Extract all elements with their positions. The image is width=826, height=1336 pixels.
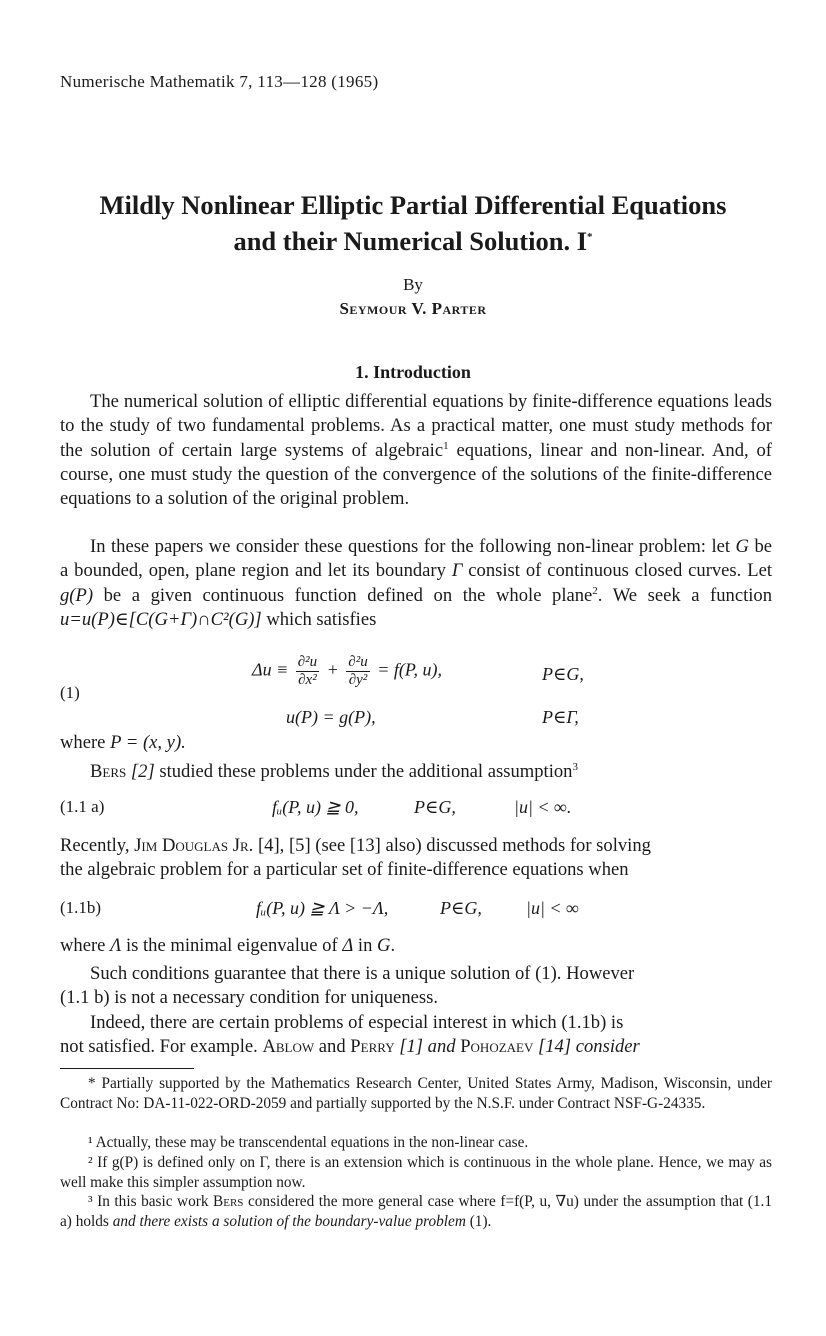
text-run: (1).	[465, 1212, 492, 1230]
section-heading: 1. Introduction	[355, 362, 471, 382]
equation-11a-number: (1.1 a)	[60, 797, 105, 816]
eq-rhs: = f(P, u),	[377, 659, 443, 680]
where-eigenvalue-line	[60, 934, 772, 958]
title-line-2-text: and their Numerical Solution. I	[233, 226, 588, 256]
such-conditions-line-1: Such conditions guarantee that there is a unique solution of (1). However	[90, 963, 635, 984]
math-function-space: u=u(P)∈[C(G+Γ)∩C²(G)]	[60, 608, 262, 630]
equation-1-number: (1)	[60, 683, 80, 702]
bers-line	[90, 760, 802, 784]
text-run: considered the more general case where f=f(P, u, ∇u) under the assumption that (1.1 a) holds	[60, 1193, 772, 1230]
citation: [1] and	[394, 1036, 461, 1057]
author-name: Seymour V. Parter	[339, 299, 487, 318]
footnote-ref-2: 2	[592, 584, 598, 597]
text-run: is the minimal eigenvalue of	[121, 935, 343, 956]
equation-11b-bound: |u| < ∞	[526, 898, 579, 918]
citation: [2]	[130, 761, 155, 782]
eq-plus: +	[326, 659, 339, 680]
footnote-3	[60, 1192, 772, 1231]
title-footnote-marker: *	[587, 231, 593, 244]
footnote-1: ¹ Actually, these may be transcendental equations in the non-linear case.	[88, 1134, 529, 1151]
math-gP: g(P)	[60, 584, 94, 606]
text-run: be a bounded, open, plane region and let its boundary	[60, 536, 773, 582]
math-G: G	[735, 536, 749, 557]
paragraph-problem	[60, 535, 772, 632]
author-ablow: Ablow	[262, 1036, 315, 1057]
equation-1-line-2: u(P) = g(P),	[286, 707, 376, 727]
where-line	[60, 731, 772, 755]
text-run: and	[314, 1036, 351, 1057]
author-bers: Bers	[213, 1193, 244, 1210]
paragraph-intro-end: equations, linear and non-linear. And, of course, one must study the question of the convergence of the solutions of the finite-difference equations to a solution of the original problem.	[60, 439, 772, 510]
frac-den: ∂y²	[348, 672, 368, 688]
text-run: Recently,	[60, 835, 135, 856]
title-line-1: Mildly Nonlinear Elliptic Partial Differential Equations	[99, 190, 727, 220]
text-run: which satisfies	[261, 608, 377, 630]
math-G: G	[377, 935, 391, 956]
math-delta: Δ	[342, 935, 354, 956]
text-run: studied these problems under the additional assumption	[154, 761, 573, 782]
fraction-d2u-dx2	[296, 654, 319, 689]
text-run: In these papers we consider these questions for the following non-linear problem: let	[90, 536, 736, 557]
math-lambda: Λ	[110, 935, 122, 956]
equation-11b-number: (1.1b)	[60, 898, 102, 917]
text-run: consist of continuous closed curves. Let	[462, 560, 772, 582]
indeed-line-1: Indeed, there are certain problems of especial interest in which (1.1b) is	[90, 1012, 624, 1033]
math-gamma: Γ	[451, 560, 463, 582]
math-P-def: P = (x, y).	[110, 732, 186, 753]
equation-1-cond-1: P∈G,	[542, 664, 584, 684]
indeed-line-2	[60, 1035, 772, 1059]
author-douglas: Jim Douglas Jr.	[134, 835, 254, 856]
text-run: .	[390, 935, 396, 956]
frac-num: ∂²u	[297, 654, 318, 670]
text-run: be a given continuous function defined on the whole plane	[93, 584, 593, 606]
byline-by: By	[403, 275, 423, 294]
equation-11a-cond: P∈G,	[414, 797, 456, 817]
footnote-ref-3: 3	[572, 760, 578, 773]
citations: [4], [5] (see [13] also) discussed methods for solving	[253, 835, 651, 856]
citation: [14] consider	[533, 1036, 640, 1057]
frac-num: ∂²u	[348, 654, 368, 670]
footnote-divider	[60, 1068, 194, 1069]
journal-header: Numerische Mathematik 7, 113—128 (1965)	[60, 72, 379, 91]
footnote-star: * Partially supported by the Mathematics Research Center, United States Army, Madison, Wisconsin, under Contract No: DA-11-022-ORD-2059 and partially supported by the N.S.F. under Contract NSF-G-24335.	[60, 1075, 772, 1112]
paragraph-intro-text: The numerical solution of elliptic differential equations by finite-difference equations leads to the study of two fundamental problems. As a practical matter, one must study methods for the solution of certain large systems of algebraic	[60, 391, 772, 461]
recently-line-2: the algebraic problem for a particular set of finite-difference equations when	[60, 859, 629, 880]
paragraph-intro	[60, 390, 772, 511]
frac-den: ∂x²	[298, 672, 317, 688]
equation-11b-expr: fᵤ(P, u) ≧ Λ > −Λ,	[256, 898, 389, 918]
footnote-ref-1: 1	[443, 439, 449, 452]
text-run: where	[60, 935, 111, 956]
emphasis: and there exists a solution of the boundary-value problem	[112, 1212, 466, 1230]
equation-11b-cond: P∈G,	[440, 898, 482, 918]
such-conditions-line-2: (1.1 b) is not a necessary condition for uniqueness.	[60, 987, 438, 1008]
equation-1-cond-2: P∈Γ,	[542, 707, 579, 727]
eq-lhs: Δu ≡	[252, 659, 289, 680]
title-line-2	[40, 224, 786, 259]
author-perry: Perry	[350, 1036, 395, 1057]
author-pohozaev: Pohozaev	[460, 1036, 534, 1057]
recently-line-1	[60, 834, 772, 858]
equation-1-line-1	[252, 654, 442, 689]
equation-11a-expr: fᵤ(P, u) ≧ 0,	[272, 797, 359, 817]
text-run: where	[60, 732, 111, 753]
text-run: not satisfied. For example.	[60, 1036, 263, 1057]
text-run: ³ In this basic work	[88, 1193, 214, 1210]
footnote-2: ² If g(P) is defined only on Γ, there is an extension which is continuous in the whole plane. Hence, we may as well make this simpler assumption now.	[60, 1154, 772, 1191]
fraction-d2u-dy2	[346, 654, 369, 689]
text-run: . We seek a function	[597, 584, 772, 606]
equation-11a-bound: |u| < ∞.	[514, 797, 572, 817]
text-run: in	[353, 935, 378, 956]
author-bers: Bers	[90, 761, 127, 782]
